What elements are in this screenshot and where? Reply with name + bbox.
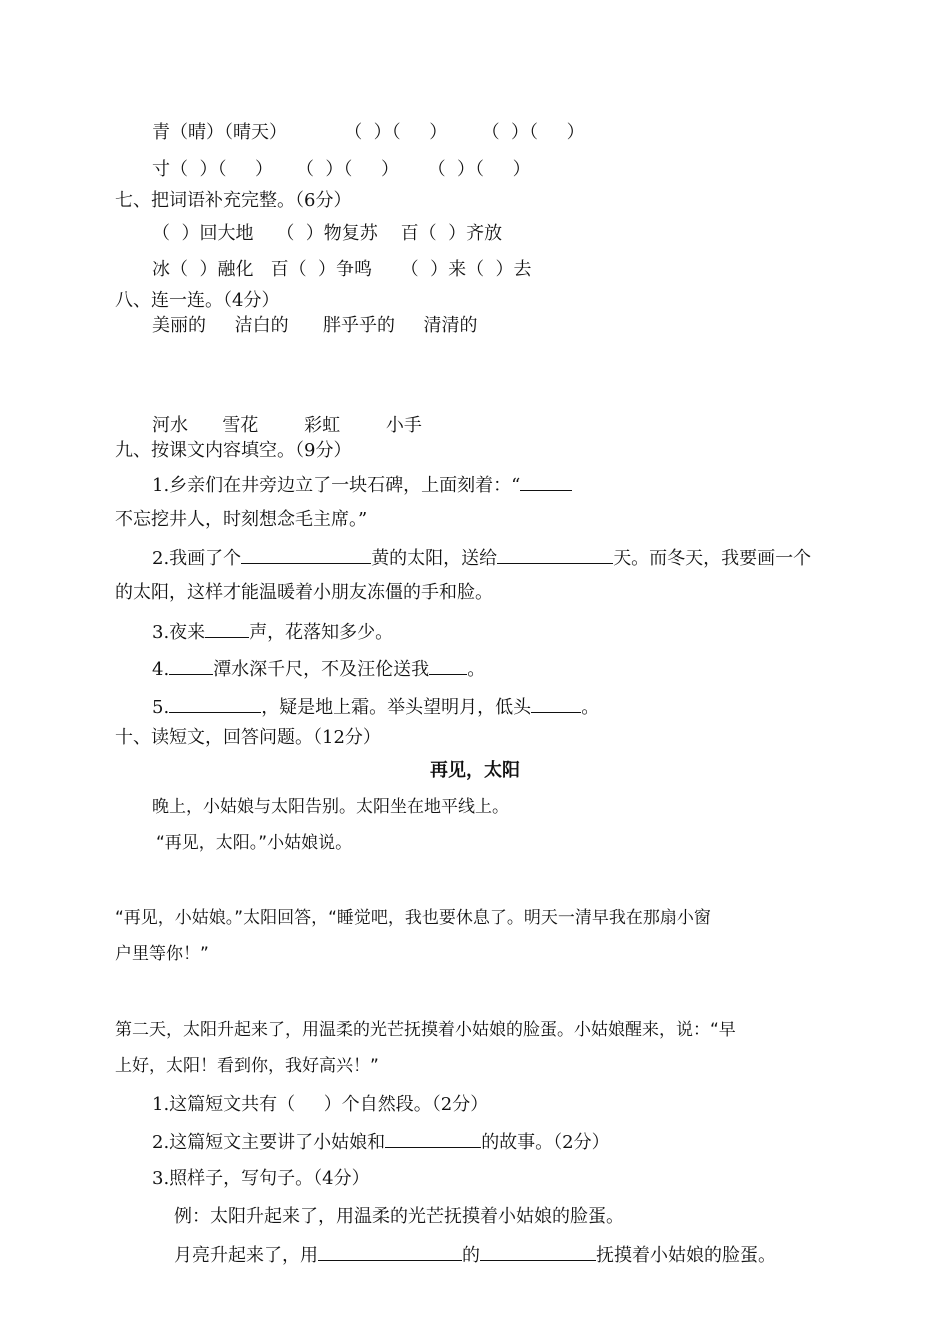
fill-text-b: 的 xyxy=(462,1245,480,1266)
s10-q2-blank[interactable] xyxy=(385,1129,481,1148)
section10-q3: 3.照样子，写句子。（4分） xyxy=(152,1168,370,1189)
q5-text-a: 5. xyxy=(152,697,170,718)
q2-blank-1[interactable] xyxy=(241,545,371,564)
q4-text-b: 潭水深千尺，不及汪伦送我 xyxy=(213,659,430,680)
q3-text-a: 3.夜来 xyxy=(152,622,206,643)
section7-row-2: 冰（ ）融化 百（ ）争鸣 （ ）来（ ）去 xyxy=(152,259,532,280)
section9-heading: 九、按课文内容填空。（9分） xyxy=(115,440,352,461)
section8-heading: 八、连一连。（4分） xyxy=(115,290,280,311)
passage-title: 再见，太阳 xyxy=(430,760,520,781)
section7-heading: 七、把词语补充完整。（6分） xyxy=(115,190,352,211)
q4-blank-1[interactable] xyxy=(169,656,213,675)
section10-q2 xyxy=(152,1129,610,1155)
section9-q1-line2: 不忘挖井人，时刻想念毛主席。” xyxy=(115,509,368,530)
q5-blank-1[interactable] xyxy=(169,694,261,713)
q2-blank-2[interactable] xyxy=(497,545,613,564)
section9-q2-line2: 的太阳，这样才能温暖着小朋友冻僵的手和脸。 xyxy=(115,582,493,603)
s10-q2-text-b: 的故事。（2分） xyxy=(481,1132,610,1153)
q2-text-b: 黄的太阳，送给 xyxy=(371,548,498,569)
section9-q1-line1 xyxy=(152,472,572,498)
q2-text-a: 2.我画了个 xyxy=(152,548,242,569)
q4-text-a: 4. xyxy=(152,659,170,680)
passage-p3-line1: “再见，小姑娘。”太阳回答，“睡觉吧，我也要休息了。明天一清早我在那扇小窗 xyxy=(115,908,711,928)
fill-blank-1[interactable] xyxy=(318,1242,462,1261)
q4-text-c: 。 xyxy=(467,659,486,680)
section6-row-1: 青（晴）（晴天） （ ）（ ） （ ）（ ） xyxy=(152,122,585,143)
section8-top-words: 美丽的 洁白的 胖乎乎的 清清的 xyxy=(152,315,478,336)
section10-heading: 十、读短文，回答问题。（12分） xyxy=(115,727,381,748)
section10-fill-line xyxy=(174,1242,776,1268)
s10-q2-text-a: 2.这篇短文主要讲了小姑娘和 xyxy=(152,1132,386,1153)
q3-text-b: 声，花落知多少。 xyxy=(249,622,394,643)
q2-text-c: 天。而冬天，我要画一个 xyxy=(613,548,812,569)
passage-p3-line2: 户里等你！” xyxy=(115,944,209,964)
q5-text-c: 。 xyxy=(581,697,600,718)
fill-text-a: 月亮升起来了，用 xyxy=(174,1245,318,1266)
section6-row-2: 寸（ ）（ ） （ ）（ ） （ ）（ ） xyxy=(152,159,531,180)
section7-row-1: （ ）回大地 （ ）物复苏 百（ ）齐放 xyxy=(152,223,503,244)
q4-blank-2[interactable] xyxy=(429,656,467,675)
fill-blank-2[interactable] xyxy=(480,1242,596,1261)
passage-p1: 晚上，小姑娘与太阳告别。太阳坐在地平线上。 xyxy=(152,797,509,817)
q5-text-b: ，疑是地上霜。举头望明月，低头 xyxy=(261,697,532,718)
section8-bottom-words: 河水 雪花 彩虹 小手 xyxy=(152,415,422,436)
q1-text: 1.乡亲们在井旁边立了一块石碑，上面刻着：“ xyxy=(152,475,521,496)
section10-q1: 1.这篇短文共有（ ）个自然段。（2分） xyxy=(152,1094,489,1115)
section9-q3 xyxy=(152,619,393,645)
passage-p4-line2: 上好，太阳！看到你，我好高兴！” xyxy=(115,1056,379,1076)
section9-q4 xyxy=(152,656,485,682)
section9-q5 xyxy=(152,694,599,720)
section10-example: 例：太阳升起来了，用温柔的光芒抚摸着小姑娘的脸蛋。 xyxy=(174,1206,624,1227)
section9-q2-line1 xyxy=(152,545,811,571)
fill-text-c: 抚摸着小姑娘的脸蛋。 xyxy=(596,1245,776,1266)
passage-p2: “再见，太阳。”小姑娘说。 xyxy=(156,833,353,853)
passage-p4-line1: 第二天，太阳升起来了，用温柔的光芒抚摸着小姑娘的脸蛋。小姑娘醒来，说：“早 xyxy=(115,1020,736,1040)
q5-blank-2[interactable] xyxy=(531,694,581,713)
q1-blank[interactable] xyxy=(520,472,572,491)
q3-blank[interactable] xyxy=(205,619,249,638)
